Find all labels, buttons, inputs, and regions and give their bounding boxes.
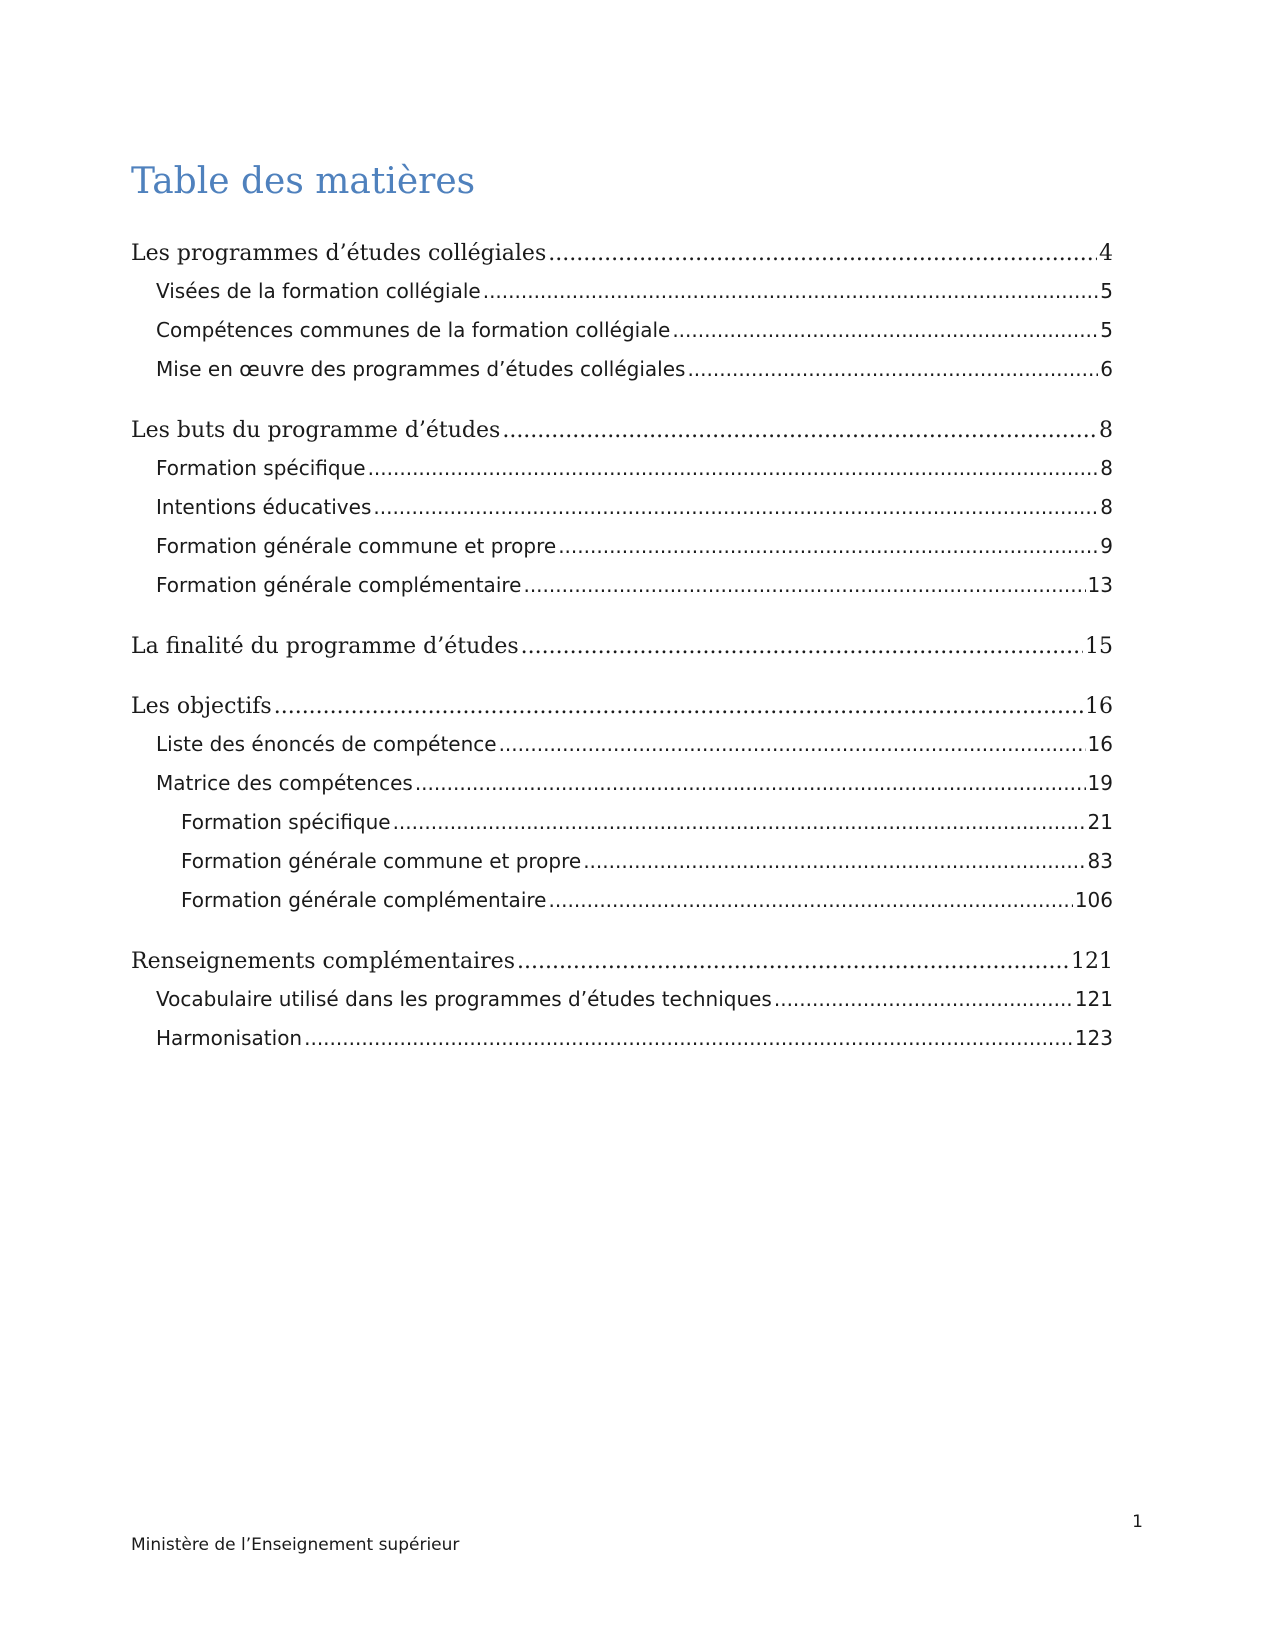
toc-entry-label: Formation générale commune et propre	[156, 534, 557, 558]
toc-entry-label: Les objectifs	[131, 694, 272, 719]
toc-entry-page: 19	[1087, 771, 1113, 795]
toc-leader-dots	[687, 350, 1098, 389]
footer-ministry: Ministère de l’Enseignement supérieur	[131, 1535, 460, 1555]
toc-entry-label: Renseignements complémentaires	[131, 949, 515, 974]
toc-entry[interactable]	[131, 980, 1113, 1019]
toc-entry[interactable]	[131, 725, 1113, 764]
toc-entry-label: Formation générale complémentaire	[156, 573, 522, 597]
toc-entry-page: 123	[1074, 1026, 1113, 1050]
toc-entry-page: 5	[1100, 279, 1113, 303]
toc-leader-dots	[502, 413, 1097, 449]
toc-leader-dots	[558, 527, 1098, 566]
toc-entry-label: Vocabulaire utilisé dans les programmes d’études techniques	[156, 987, 772, 1011]
toc-leader-dots	[483, 272, 1099, 311]
toc-entry[interactable]	[131, 881, 1113, 920]
toc-entry-label: Les programmes d’études collégiales	[131, 241, 547, 266]
toc-entry[interactable]	[131, 488, 1113, 527]
toc-entry-page: 8	[1100, 495, 1113, 519]
toc-entry[interactable]	[131, 350, 1113, 389]
toc-entry-page: 121	[1071, 949, 1113, 974]
toc-entry[interactable]	[131, 311, 1113, 350]
toc-entry-page: 9	[1100, 534, 1113, 558]
toc-entry[interactable]	[131, 764, 1113, 803]
toc-leader-dots	[368, 449, 1099, 488]
toc-entry[interactable]	[131, 449, 1113, 488]
toc-entry-label: La finalité du programme d’études	[131, 634, 519, 659]
toc-entry-page: 6	[1100, 357, 1113, 381]
toc-leader-dots	[672, 311, 1098, 350]
toc-entry-label: Formation générale commune et propre	[181, 849, 582, 873]
toc-entry-label: Matrice des compétences	[156, 771, 413, 795]
toc-entry-label: Les buts du programme d’études	[131, 418, 501, 443]
toc-entry-page: 21	[1087, 810, 1113, 834]
toc-entry-page: 16	[1087, 732, 1113, 756]
toc-entry-page: 106	[1074, 888, 1113, 912]
toc-entry[interactable]	[131, 1019, 1113, 1058]
toc-leader-dots	[393, 803, 1086, 842]
toc-leader-dots	[373, 488, 1098, 527]
toc-leader-dots	[523, 566, 1085, 605]
toc-leader-dots	[274, 689, 1083, 725]
toc-entry-page: 15	[1085, 634, 1113, 659]
toc-leader-dots	[415, 764, 1086, 803]
toc-entry-label: Intentions éducatives	[156, 495, 372, 519]
toc-entry[interactable]	[131, 236, 1113, 272]
toc-leader-dots	[548, 236, 1097, 272]
toc-leader-dots	[583, 842, 1085, 881]
toc-entry[interactable]	[131, 413, 1113, 449]
toc-entry[interactable]	[131, 803, 1113, 842]
page-number: 1	[1132, 1512, 1143, 1532]
toc-entry-label: Mise en œuvre des programmes d’études collégiales	[156, 357, 686, 381]
toc-entry-page: 8	[1100, 456, 1113, 480]
toc-entry[interactable]	[131, 944, 1113, 980]
toc-entry-label: Formation spécifique	[156, 456, 366, 480]
toc-entry-page: 5	[1100, 318, 1113, 342]
toc-entry-page: 83	[1087, 849, 1113, 873]
toc-entry-page: 121	[1074, 987, 1113, 1011]
toc-entry-page: 13	[1087, 573, 1113, 597]
toc-entry-label: Compétences communes de la formation collégiale	[156, 318, 671, 342]
toc-entry-page: 8	[1099, 418, 1113, 443]
toc-leader-dots	[499, 725, 1086, 764]
toc-leader-dots	[774, 980, 1073, 1019]
toc-entry-label: Liste des énoncés de compétence	[156, 732, 497, 756]
toc-entry-label: Formation spécifique	[181, 810, 391, 834]
table-of-contents	[131, 236, 1113, 1058]
toc-entry[interactable]	[131, 272, 1113, 311]
toc-leader-dots	[517, 944, 1069, 980]
toc-entry[interactable]	[131, 689, 1113, 725]
toc-entry[interactable]	[131, 842, 1113, 881]
toc-entry[interactable]	[131, 566, 1113, 605]
toc-entry[interactable]	[131, 629, 1113, 665]
toc-entry-label: Formation générale complémentaire	[181, 888, 547, 912]
toc-entry-page: 16	[1085, 694, 1113, 719]
toc-leader-dots	[304, 1019, 1073, 1058]
toc-entry[interactable]	[131, 527, 1113, 566]
toc-leader-dots	[521, 629, 1083, 665]
toc-leader-dots	[548, 881, 1072, 920]
toc-entry-label: Visées de la formation collégiale	[156, 279, 481, 303]
toc-title: Table des matières	[131, 161, 476, 202]
toc-entry-label: Harmonisation	[156, 1026, 303, 1050]
toc-entry-page: 4	[1099, 241, 1113, 266]
